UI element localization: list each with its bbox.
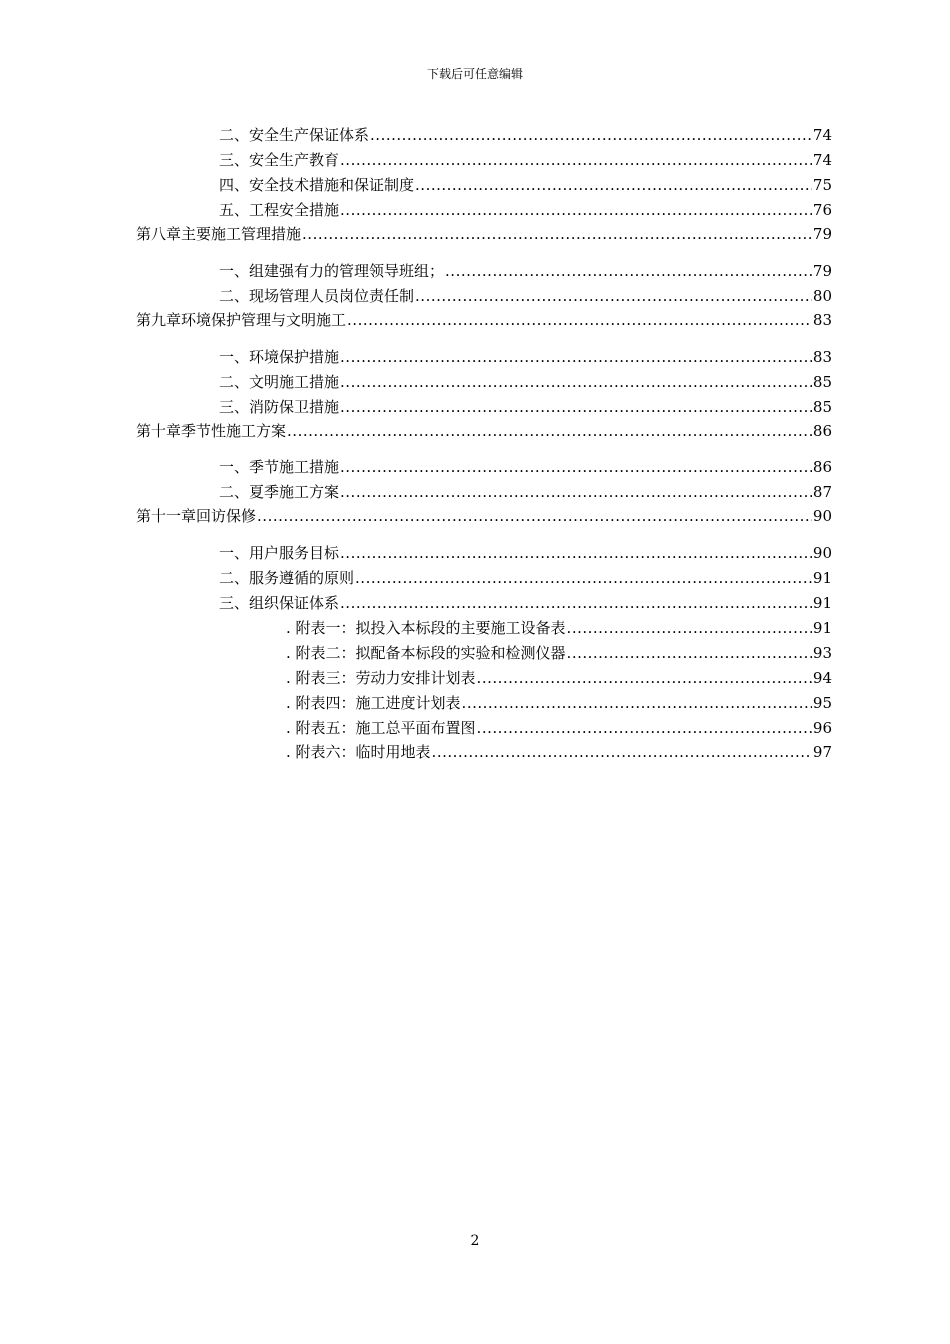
toc-entry-page: 79 (812, 225, 832, 243)
toc-entry-number: 第十章 (136, 422, 182, 440)
toc-entry-number: 五、 (219, 201, 250, 219)
toc-entry-number: 二、 (219, 373, 250, 391)
toc-entry-number: 第八章 (136, 225, 182, 243)
toc-entry-page: 74 (812, 126, 832, 144)
toc-leader-dots (340, 592, 812, 614)
toc-entry-page: 86 (812, 458, 832, 476)
toc-leader-dots (415, 174, 812, 196)
toc-entry-number: 三、 (219, 151, 250, 169)
toc-entry[interactable] (219, 542, 832, 564)
toc-entry-title: . 附表二：拟配备本标段的实验和检测仪器 (286, 644, 566, 662)
toc-entry[interactable] (219, 456, 832, 478)
toc-leader-dots (340, 481, 812, 503)
toc-entry-page: 97 (812, 743, 832, 761)
toc-entry-page: 85 (812, 373, 832, 391)
toc-entry-page: 91 (812, 569, 832, 587)
toc-entry[interactable] (286, 642, 832, 664)
toc-chapter-entry[interactable] (136, 505, 832, 527)
toc-entry-number: 第九章 (136, 311, 182, 329)
toc-entry-title: 回访保修 (196, 507, 257, 525)
toc-leader-dots (432, 741, 812, 763)
toc-entry-page: 79 (812, 262, 832, 280)
toc-entry[interactable] (219, 149, 832, 171)
toc-leader-dots (370, 124, 812, 146)
toc-leader-dots (445, 260, 812, 282)
toc-leader-dots (340, 371, 812, 393)
toc-entry-title: 环境保护管理与文明施工 (181, 311, 347, 329)
toc-leader-dots (567, 617, 812, 639)
toc-entry[interactable] (219, 592, 832, 614)
toc-entry-title: 消防保卫措施 (249, 398, 340, 416)
toc-entry-title: 二、夏季施工方案 (219, 483, 340, 501)
toc-entry-title: 文明施工措施 (249, 373, 340, 391)
toc-leader-dots (340, 396, 812, 418)
toc-entry[interactable] (219, 371, 832, 393)
toc-entry-page: 83 (812, 348, 832, 366)
toc-leader-dots (415, 285, 812, 307)
toc-entry-number: 一、 (219, 262, 250, 280)
toc-entry-page: 87 (812, 483, 832, 501)
toc-leader-dots (340, 199, 812, 221)
toc-leader-dots (302, 223, 812, 245)
toc-entry[interactable] (286, 741, 832, 763)
toc-entry-title: . 附表五：施工总平面布置图 (286, 719, 476, 737)
toc-leader-dots (340, 542, 812, 564)
toc-leader-dots (287, 420, 812, 442)
toc-entry[interactable] (219, 346, 832, 368)
toc-entry-number: 一、 (219, 348, 250, 366)
toc-entry-number: 二、 (219, 569, 250, 587)
toc-entry[interactable] (286, 692, 832, 714)
page-number: 2 (470, 1233, 480, 1249)
toc-entry-number: 三、 (219, 594, 250, 612)
toc-entry-number: 四、 (219, 176, 250, 194)
toc-entry-title: 一、季节施工措施 (219, 458, 340, 476)
toc-entry-page: 83 (812, 311, 832, 329)
toc-entry-page: 90 (812, 507, 832, 525)
toc-leader-dots (462, 692, 812, 714)
toc-entry-title: . 附表三：劳动力安排计划表 (286, 669, 476, 687)
toc-leader-dots (340, 149, 812, 171)
toc-entry-number: 二、 (219, 126, 250, 144)
toc-entry-title: . 附表四：施工进度计划表 (286, 694, 461, 712)
toc-entry[interactable] (219, 174, 832, 196)
toc-entry[interactable] (219, 199, 832, 221)
toc-leader-dots (340, 346, 812, 368)
toc-entry[interactable] (286, 667, 832, 689)
toc-entry-title: 服务遵循的原则 (249, 569, 355, 587)
toc-leader-dots (347, 309, 812, 331)
toc-entry-page: 93 (812, 644, 832, 662)
toc-entry-page: 74 (812, 151, 832, 169)
toc-entry-title: 现场管理人员岗位责任制 (249, 287, 415, 305)
toc-entry-title: . 附表一：拟投入本标段的主要施工设备表 (286, 619, 566, 637)
toc-entry[interactable] (219, 481, 832, 503)
toc-entry[interactable] (286, 617, 832, 639)
toc-entry-page: 80 (812, 287, 832, 305)
toc-entry[interactable] (219, 396, 832, 418)
toc-chapter-entry[interactable] (136, 420, 832, 442)
page-header: 下载后可任意编辑 (426, 67, 523, 81)
toc-entry-page: 75 (812, 176, 832, 194)
toc-entry-page: 96 (812, 719, 832, 737)
toc-leader-dots (567, 642, 812, 664)
toc-leader-dots (340, 456, 812, 478)
toc-leader-dots (257, 505, 812, 527)
toc-entry-page: 91 (812, 619, 832, 637)
toc-entry-page: 94 (812, 669, 832, 687)
toc-leader-dots (355, 567, 812, 589)
toc-entry-title: 季节性施工方案 (181, 422, 287, 440)
toc-entry-title: 安全技术措施和保证制度 (249, 176, 415, 194)
toc-entry-number: 三、 (219, 398, 250, 416)
toc-entry-title: 安全生产教育 (249, 151, 340, 169)
toc-entry-number: 二、 (219, 287, 250, 305)
toc-entry-page: 86 (812, 422, 832, 440)
toc-chapter-entry[interactable] (136, 223, 832, 245)
toc-entry[interactable] (219, 260, 832, 282)
toc-entry-title: 安全生产保证体系 (249, 126, 370, 144)
toc-entry-title: 组织保证体系 (249, 594, 340, 612)
toc-entry[interactable] (219, 124, 832, 146)
toc-entry-title: 主要施工管理措施 (181, 225, 302, 243)
toc-entry-page: 76 (812, 201, 832, 219)
toc-entry-number: 第十一章 (136, 507, 197, 525)
toc-entry-page: 95 (812, 694, 832, 712)
toc-leader-dots (477, 717, 812, 739)
toc-entry[interactable] (219, 567, 832, 589)
toc-leader-dots (477, 667, 812, 689)
toc-entry-title: 用户服务目标 (249, 544, 340, 562)
toc-entry-page: 91 (812, 594, 832, 612)
toc-entry[interactable] (286, 717, 832, 739)
toc-entry-title: 组建强有力的管理领导班组； (249, 262, 445, 280)
toc-entry-page: 90 (812, 544, 832, 562)
toc-entry-number: 一、 (219, 544, 250, 562)
toc-entry[interactable] (219, 285, 832, 307)
toc-entry-title: 工程安全措施 (249, 201, 340, 219)
toc-entry-page: 85 (812, 398, 832, 416)
toc-entry-title: 环境保护措施 (249, 348, 340, 366)
toc-chapter-entry[interactable] (136, 309, 832, 331)
toc-entry-title: . 附表六：临时用地表 (286, 743, 431, 761)
